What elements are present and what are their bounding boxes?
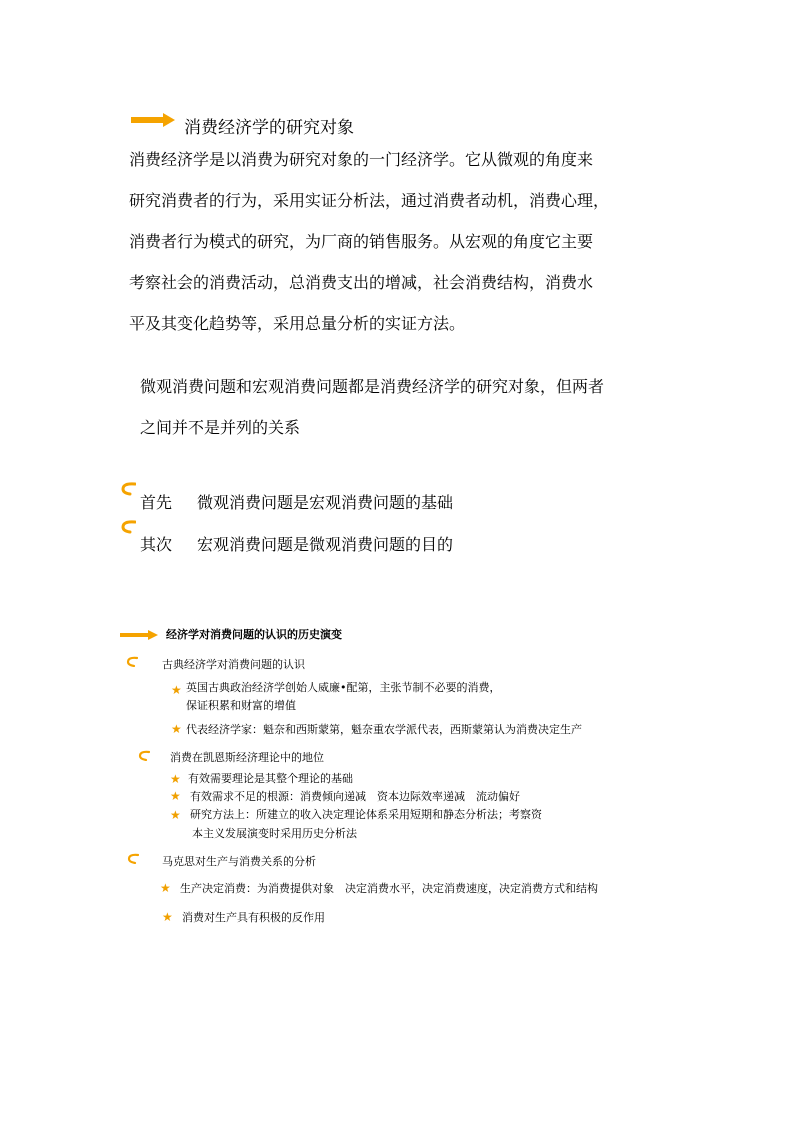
arrow-right-icon xyxy=(131,113,175,127)
paragraph-line: 考察社会的消费活动，总消费支出的增减，社会消费结构，消费水 xyxy=(129,273,594,292)
group-title: 消费在凯恩斯经济理论中的地位 xyxy=(170,751,324,764)
paragraph-line: 研究消费者的行为，采用实证分析法，通过消费者动机，消费心理， xyxy=(129,191,610,210)
point-text: 微观消费问题是宏观消费问题的基础 xyxy=(197,493,454,512)
group-title: 古典经济学对消费问题的认识 xyxy=(162,658,305,671)
star-icon: ★ xyxy=(170,808,181,822)
paragraph-line: 消费经济学是以消费为研究对象的一门经济学。它从微观的角度来 xyxy=(129,150,594,169)
item-line: 有效需求不足的根源：消费倾向递减 资本边际效率递减 流动偏好 xyxy=(190,790,520,803)
point-label: 首先 xyxy=(140,493,173,512)
section-title: 经济学对消费问题的认识的历史演变 xyxy=(166,628,342,641)
curl-bullet-icon xyxy=(138,750,150,761)
item-line: 生产决定消费：为消费提供对象 决定消费水平，决定消费速度，决定消费方式和结构 xyxy=(180,882,598,895)
star-icon: ★ xyxy=(170,772,181,786)
curl-bullet-icon xyxy=(120,520,136,534)
item-line: 英国古典政治经济学创始人威廉•配第，主张节制不必要的消费， xyxy=(186,681,501,694)
paragraph-line: 消费者行为模式的研究，为厂商的销售服务。从宏观的角度它主要 xyxy=(129,232,594,251)
curl-bullet-icon xyxy=(120,482,136,496)
star-icon: ★ xyxy=(171,683,182,697)
item-line: 消费对生产具有积极的反作用 xyxy=(182,911,325,924)
item-line: 有效需要理论是其整个理论的基础 xyxy=(188,772,353,785)
item-line: 本主义发展演变时采用历史分析法 xyxy=(192,827,357,840)
item-line: 代表经济学家：魁奈和西斯蒙第，魁奈重农学派代表，西斯蒙第认为消费决定生产 xyxy=(186,723,582,736)
item-line: 研究方法上：所建立的收入决定理论体系采用短期和静态分析法；考察资 xyxy=(190,808,542,821)
point-label: 其次 xyxy=(140,535,173,554)
star-icon: ★ xyxy=(160,881,171,895)
star-icon: ★ xyxy=(171,722,182,736)
star-icon: ★ xyxy=(170,789,181,803)
curl-bullet-icon xyxy=(127,853,139,864)
curl-bullet-icon xyxy=(126,656,138,667)
group-title: 马克思对生产与消费关系的分析 xyxy=(162,855,316,868)
arrow-right-icon xyxy=(120,630,158,640)
paragraph-line: 平及其变化趋势等，采用总量分析的实证方法。 xyxy=(129,314,466,333)
relation-line: 之间并不是并列的关系 xyxy=(140,418,301,437)
relation-line: 微观消费问题和宏观消费问题都是消费经济学的研究对象，但两者 xyxy=(140,377,605,396)
point-text: 宏观消费问题是微观消费问题的目的 xyxy=(197,535,454,554)
item-line: 保证积累和财富的增值 xyxy=(186,699,296,712)
star-icon: ★ xyxy=(162,910,173,924)
section-title: 消费经济学的研究对象 xyxy=(184,118,354,138)
